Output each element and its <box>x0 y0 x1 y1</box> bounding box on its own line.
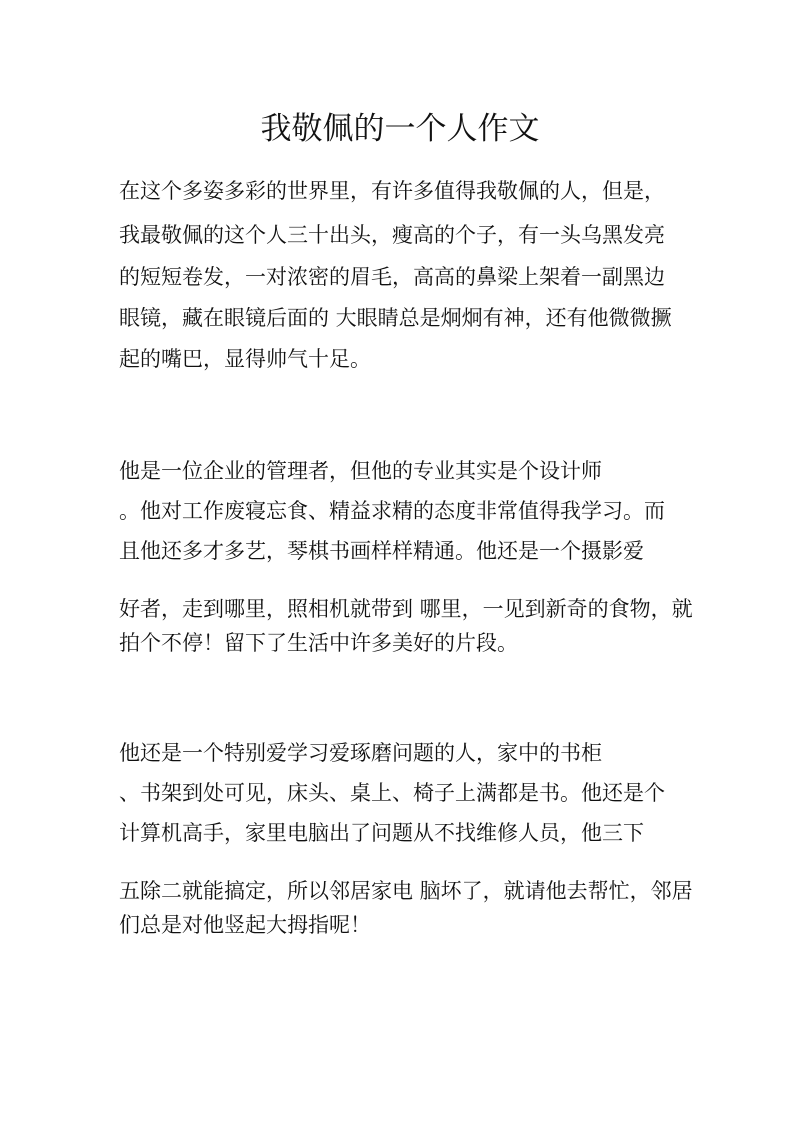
paragraph-2-line-4: 好者，走到哪里，照相机就带到 哪里，一见到新奇的食物，就 <box>119 597 693 621</box>
paragraph-2-line-1: 他是一位企业的管理者，但他的专业其实是个设计师 <box>119 459 602 483</box>
paragraph-2-line-3: 且他还多才多艺，琴棋书画样样精通。他还是一个摄影爱 <box>119 539 644 563</box>
paragraph-2-line-2: 。他对工作废寝忘食、精益求精的态度非常值得我学习。而 <box>119 499 665 523</box>
paragraph-1-line-3: 的短短卷发，一对浓密的眉毛，高高的鼻梁上架着一副黑边 <box>119 265 665 289</box>
paragraph-1-line-5: 起的嘴巴，显得帅气十足。 <box>119 347 371 371</box>
paragraph-3-line-3: 计算机高手，家里电脑出了问题从不找维修人员，他三下 <box>119 821 644 845</box>
paragraph-3-line-2: 、书架到处可见，床头、桌上、椅子上满都是书。他还是个 <box>119 781 665 805</box>
paragraph-3-line-1: 他还是一个特别爱学习爱琢磨问题的人，家中的书柜 <box>119 741 602 765</box>
paragraph-1-line-4: 眼镜，藏在眼镜后面的 大眼睛总是炯炯有神，还有他微微撅 <box>119 306 672 330</box>
paragraph-2-line-5: 拍个不停！留下了生活中许多美好的片段。 <box>119 631 518 655</box>
paragraph-1-line-2: 我最敬佩的这个人三十出头，瘦高的个子，有一头乌黑发亮 <box>119 223 665 247</box>
document-title: 我敬佩的一个人作文 <box>260 111 540 147</box>
paragraph-3-line-5: 们总是对他竖起大拇指呢！ <box>119 913 371 937</box>
paragraph-1-line-1: 在这个多姿多彩的世界里，有许多值得我敬佩的人，但是， <box>119 179 665 203</box>
paragraph-3-line-4: 五除二就能搞定，所以邻居家电 脑坏了，就请他去帮忙，邻居 <box>119 879 693 903</box>
